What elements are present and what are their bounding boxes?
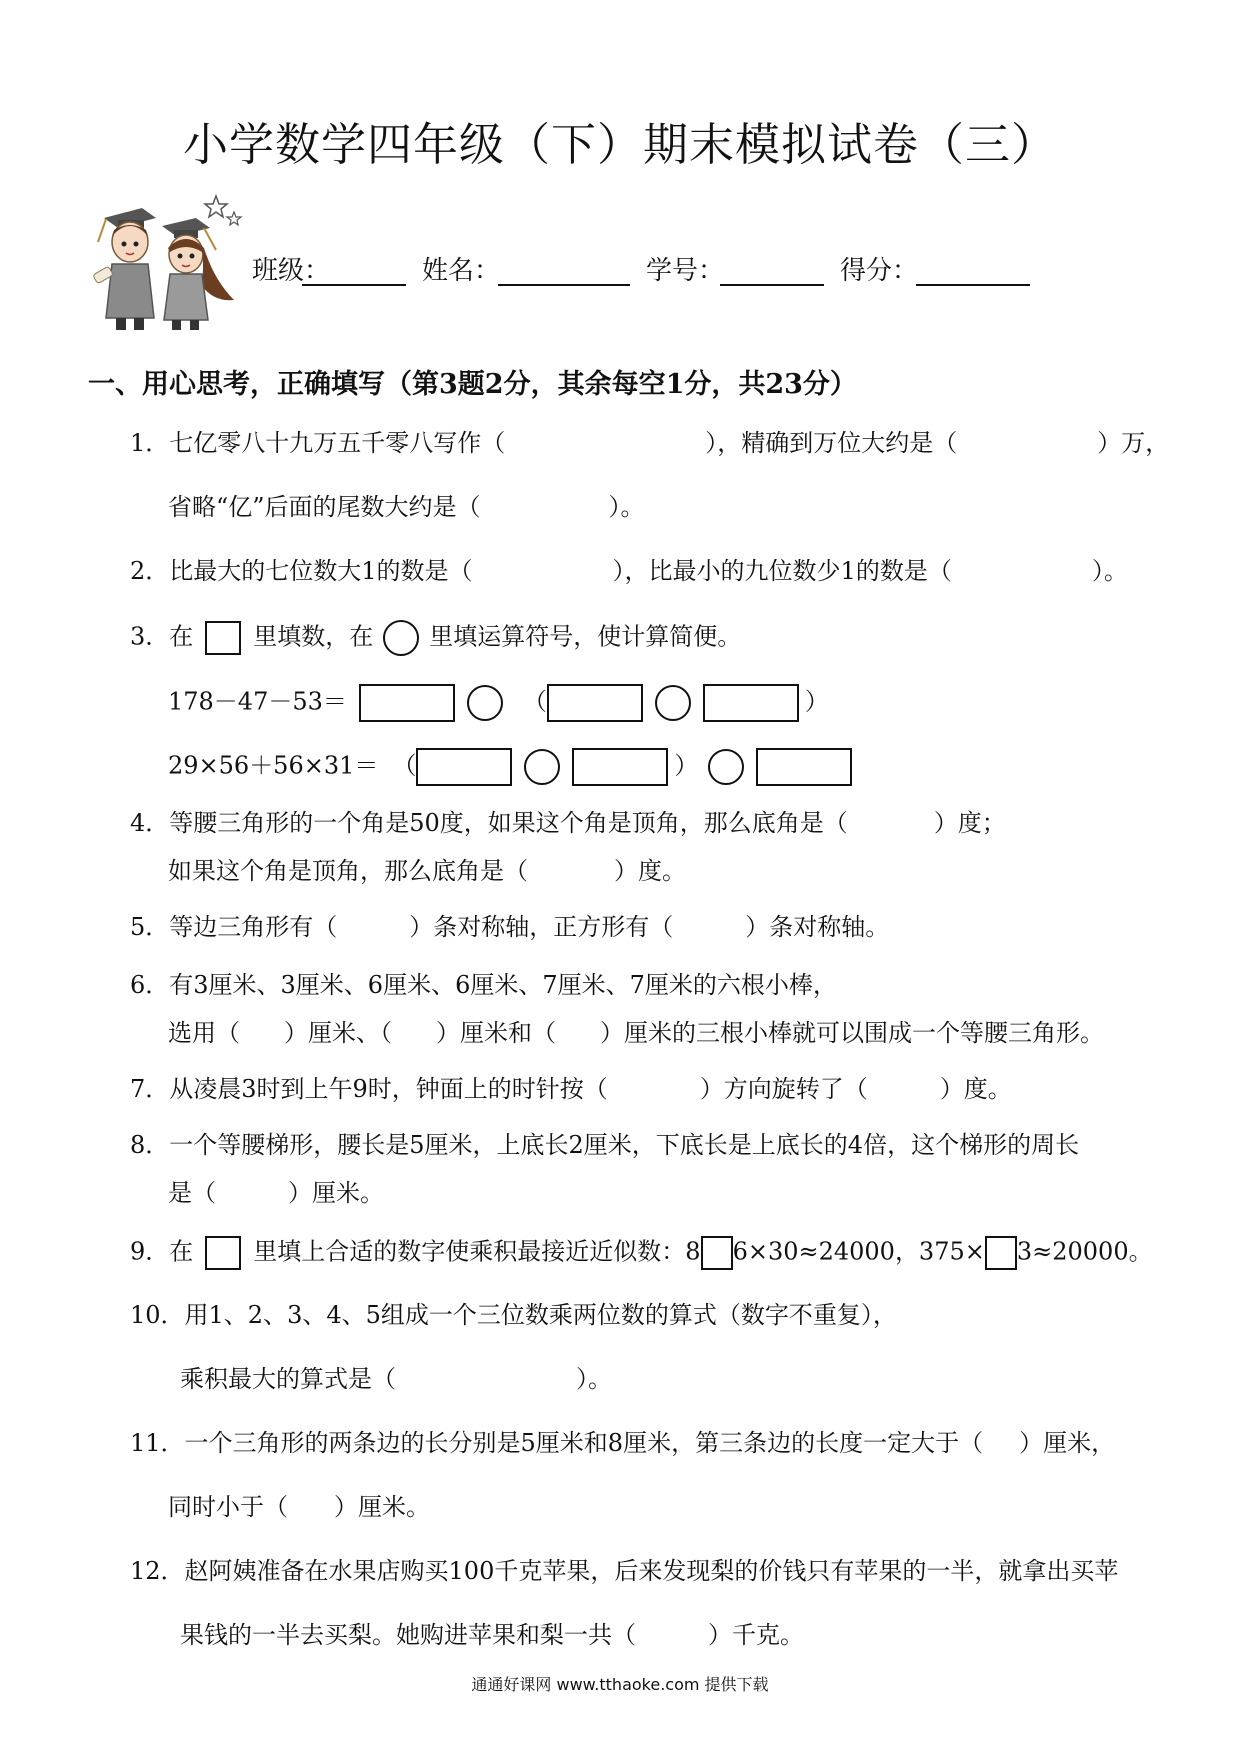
class-field[interactable]	[302, 284, 406, 286]
operator-circle[interactable]	[524, 749, 560, 785]
question-1: 1．七亿零八十九万五千零八写作（ ），精确到万位大约是（ ）万，	[130, 429, 1170, 457]
question-3-expression-2: 29×56＋56×31＝ （ ）	[168, 748, 852, 786]
question-6-cont: 选用（ ）厘米、（ ）厘米和（ ）厘米的三根小棒就可以围成一个等腰三角形。	[168, 1019, 1104, 1047]
question-7: 7．从凌晨3时到上午9时，钟面上的时针按（ ）方向旋转了（ ）度。	[130, 1075, 1012, 1103]
answer-box[interactable]	[572, 748, 668, 786]
operator-circle[interactable]	[467, 685, 503, 721]
question-12-cont: 果钱的一半去买梨。她购进苹果和梨一共（ ）千克。	[180, 1621, 804, 1649]
name-field[interactable]	[498, 284, 630, 286]
question-10-cont: 乘积最大的算式是（ ）。	[180, 1365, 612, 1393]
answer-box-sample	[205, 621, 241, 655]
question-6: 6．有3厘米、3厘米、6厘米、6厘米、7厘米、7厘米的六根小棒，	[130, 971, 837, 999]
graduates-mascot-image	[84, 190, 254, 340]
question-12: 12．赵阿姨准备在水果店购买100千克苹果，后来发现梨的价钱只有苹果的一半，就拿出买苹	[130, 1557, 1119, 1585]
question-8-cont: 是（ ）厘米。	[168, 1179, 384, 1207]
question-11: 11．一个三角形的两条边的长分别是5厘米和8厘米，第三条边的长度一定大于（ ）厘米，	[130, 1429, 1116, 1457]
score-label: 得分：	[840, 256, 919, 286]
footer-credit: 通通好课网 www.tthaoke.com 提供下载	[471, 1675, 769, 1694]
student-number-label: 学号：	[646, 256, 725, 286]
student-number-field[interactable]	[720, 284, 824, 286]
question-4: 4．等腰三角形的一个角是50度，如果这个角是顶角，那么底角是（ ）度；	[130, 809, 1006, 837]
answer-box[interactable]	[547, 684, 643, 722]
question-8: 8．一个等腰梯形，腰长是5厘米，上底长2厘米，下底长是上底长的4倍，这个梯形的周长	[130, 1131, 1080, 1159]
question-11-cont: 同时小于（ ）厘米。	[168, 1493, 430, 1521]
name-label: 姓名：	[422, 256, 501, 286]
operator-circle[interactable]	[708, 749, 744, 785]
score-field[interactable]	[916, 284, 1030, 286]
question-3-expression-1: 178－47－53＝ （ ）	[168, 684, 829, 722]
page-title: 小学数学四年级（下）期末模拟试卷（三）	[182, 118, 1057, 171]
answer-box[interactable]	[359, 684, 455, 722]
answer-box[interactable]	[756, 748, 852, 786]
question-1-cont: 省略“亿”后面的尾数大约是（ ）。	[168, 493, 645, 521]
class-label: 班级：	[252, 256, 331, 286]
answer-box[interactable]	[703, 684, 799, 722]
section-1-heading: 一、用心思考，正确填写（第3题2分，其余每空1分，共23分）	[88, 369, 857, 400]
question-2: 2．比最大的七位数大1的数是（ ），比最小的九位数少1的数是（ ）。	[130, 557, 1128, 585]
question-4-cont: 如果这个角是顶角，那么底角是（ ）度。	[168, 857, 686, 885]
digit-box[interactable]	[701, 1236, 733, 1270]
answer-box-sample	[205, 1236, 241, 1270]
operator-circle[interactable]	[655, 685, 691, 721]
question-5: 5．等边三角形有（ ）条对称轴，正方形有（ ）条对称轴。	[130, 913, 890, 941]
operator-circle-sample	[383, 620, 419, 656]
answer-box[interactable]	[416, 748, 512, 786]
digit-box[interactable]	[985, 1236, 1017, 1270]
question-9: 9．在 里填上合适的数字使乘积最接近近似数：8 6×30≈24000，375× 3≈20000。	[130, 1236, 1153, 1270]
question-10: 10．用1、2、3、4、5组成一个三位数乘两位数的算式（数字不重复），	[130, 1301, 897, 1329]
question-3: 3．在 里填数，在 里填运算符号，使计算简便。	[130, 620, 741, 656]
